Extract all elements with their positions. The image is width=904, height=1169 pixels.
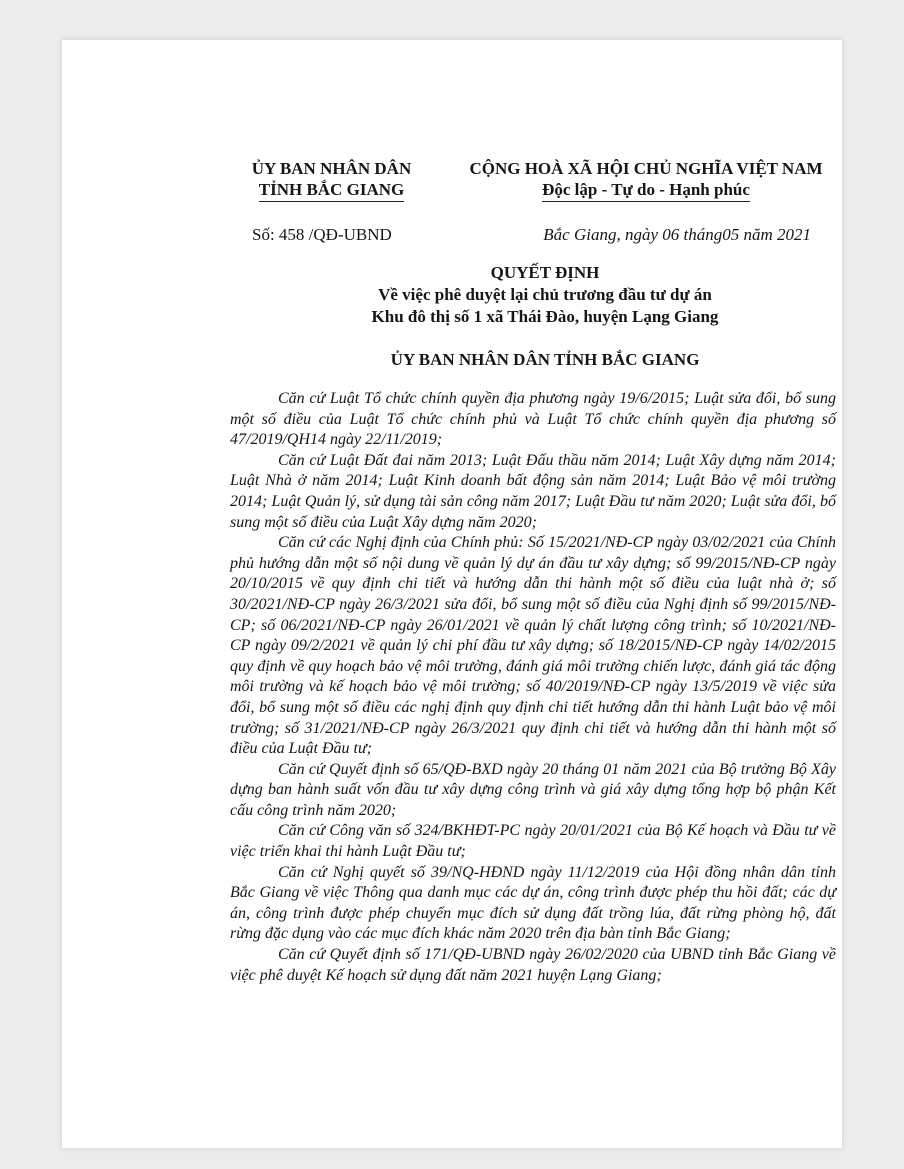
issuer-heading: ỦY BAN NHÂN DÂN TỈNH BẮC GIANG [390,350,700,369]
authority-line-2: TỈNH BẮC GIANG [259,179,404,202]
motto: Độc lập - Tự do - Hạnh phúc [542,179,750,202]
issuing-authority [244,158,419,202]
document-content [174,158,856,986]
national-motto [456,158,836,202]
paragraph: Căn cứ các Nghị định của Chính phủ: Số 15/2021/NĐ-CP ngày 03/02/2021 của Chính phủ hướng dẫn một số nội dung về quản lý dự án đầu tư xây dựng; số 99/2015/NĐ-CP ngày 20/10/2015 về quy định chi tiết và hướng dẫn thi hành một số điều của luật nhà ở; số 30/2021/NĐ-CP ngày 26/3/2021 sửa đổi, bổ sung một số điều của Nghị định số 99/2015/NĐ-CP; số 06/2021/NĐ-CP ngày 26/01/2021 về quản lý chất lượng công trình; số 10/2021/NĐ-CP ngày 09/2/2021 về quản lý chi phí đầu tư xây dựng; số 18/2015/NĐ-CP ngày 14/02/2015 quy định về quy hoạch bảo vệ môi trường, đánh giá môi trường chiến lược, đánh giá tác động môi trường và kế hoạch bảo vệ môi trường; số 40/2019/NĐ-CP ngày 13/5/2019 về việc sửa đổi, bổ sung một số điều các nghị định quy định chi tiết hướng dẫn thi hành Luật bảo vệ môi trường; số 31/2021/NĐ-CP ngày 26/3/2021 quy định chi tiết và hướng dẫn thi hành một số điều của Luật Đầu tư; [230,534,836,758]
paragraph: Căn cứ Luật Tổ chức chính quyền địa phương ngày 19/6/2015; Luật sửa đổi, bổ sung một số điều của Luật Tổ chức chính phủ và Luật Tổ chức chính quyền địa phương số 47/2019/QH14 ngày 22/11/2019; [230,390,836,449]
reference-row [174,225,856,245]
document-header [174,158,856,202]
authority-line-1: ỦY BAN NHÂN DÂN [251,159,412,178]
title-line-3: Khu đô thị số 1 xã Thái Đào, huyện Lạng Giang [371,307,719,326]
paragraph: Căn cứ Quyết định số 65/QĐ-BXD ngày 20 tháng 01 năm 2021 của Bộ trưởng Bộ Xây dựng ban hành suất vốn đầu tư xây dựng công trình và giá xây dựng tổng hợp bộ phận Kết cấu công trình năm 2020; [230,760,836,819]
document-date: Bắc Giang, ngày 06 tháng05 năm 2021 [543,225,811,244]
document-title [174,262,856,328]
paragraph: Căn cứ Công văn số 324/BKHĐT-PC ngày 20/01/2021 của Bộ Kế hoạch và Đầu tư về việc triển khai thi hành Luật Đầu tư; [230,822,836,861]
paragraph: Căn cứ Nghị quyết số 39/NQ-HĐND ngày 11/12/2019 của Hội đồng nhân dân tỉnh Bắc Giang về việc Thông qua danh mục các dự án, công trình được phép thu hồi đất; các dự án, công trình được phép chuyển mục đích sử dụng đất trồng lúa, đất rừng phòng hộ, đất rừng đặc dụng vào các mục đích khác năm 2020 trên địa bàn tỉnh Bắc Giang; [230,863,836,943]
country-name: CỘNG HOÀ XÃ HỘI CHỦ NGHĨA VIỆT NAM [469,159,823,178]
paragraph: Căn cứ Quyết định số 171/QĐ-UBND ngày 26/02/2020 của UBND tỉnh Bắc Giang về việc phê duyệt Kế hoạch sử dụng đất năm 2021 huyện Lạng Giang; [230,946,836,984]
document-body [230,389,836,986]
paragraph: Căn cứ Luật Đất đai năm 2013; Luật Đấu thầu năm 2014; Luật Xây dựng năm 2014; Luật Nhà ở năm 2014; Luật Kinh doanh bất động sản năm 2014; Luật Bảo vệ môi trường 2014; Luật Quản lý, sử dụng tài sản công năm 2017; Luật Đầu tư năm 2020; Luật sửa đổi, bổ sung một số điều của Luật Xây dựng năm 2020; [230,451,836,531]
document-number: Số: 458 /QĐ-UBND [252,225,392,244]
title-main: QUYẾT ĐỊNH [490,263,600,282]
title-line-2: Về việc phê duyệt lại chủ trương đầu tư dự án [378,285,712,304]
document-page [62,40,842,1148]
